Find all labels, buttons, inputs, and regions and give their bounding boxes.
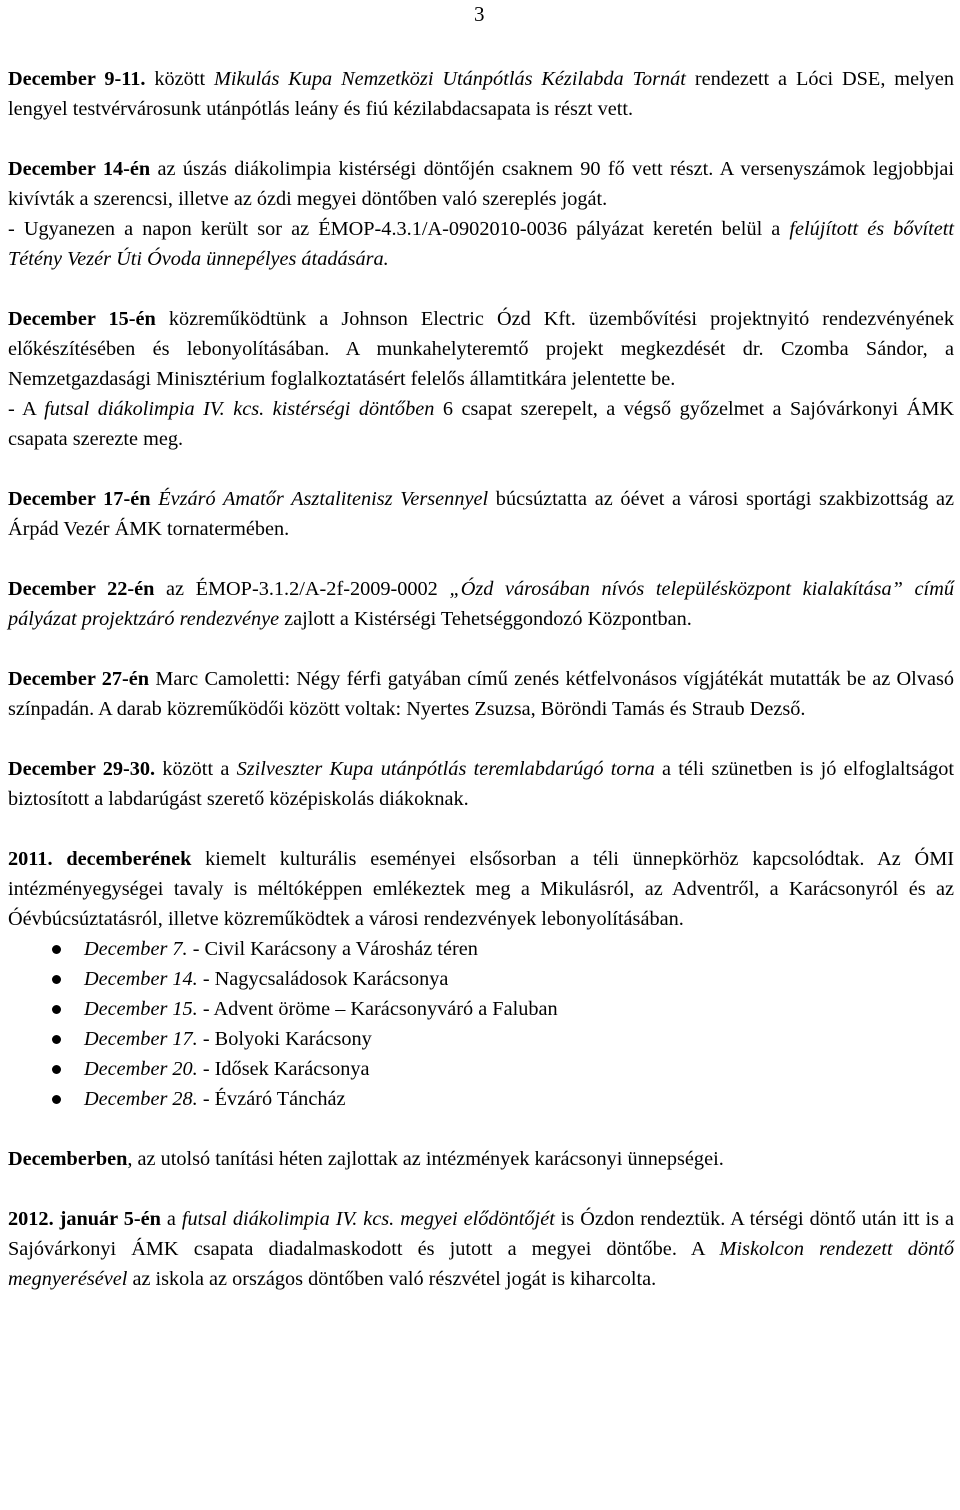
text: kiemelt kulturális eseményei elsősorban a téli ünnepkörhöz kapcsolódtak. Az ÓMI intézményegységei tavaly is méltóképpen emlékeztek meg a Mikulásról, az Adventről, a Karácsonyról és az Óévbúcsúztatásról, illetve közreműködtek a városi rendezvények lebonyolításában. <box>8 848 954 930</box>
event-text: - Civil Karácsony a Városház téren <box>187 938 478 960</box>
date-label: 2011. <box>8 848 53 870</box>
text: az iskola az országos döntőben való részvétel jogát is kiharcolta. <box>127 1268 657 1290</box>
date-label: December 14-én <box>8 158 151 180</box>
event-text: - Bolyoki Karácsony <box>197 1028 372 1050</box>
paragraph-emop-ovoda <box>8 214 954 274</box>
event-text: - Advent öröme – Karácsonyváró a Faluban <box>197 998 558 1020</box>
text: zajlott a Kistérségi Tehetséggondozó Központban. <box>279 608 692 630</box>
text: a téli szünetben is jó elfoglaltságot biztosított a labdarúgást szerető középiskolás diákoknak. <box>8 758 955 810</box>
paragraph-dec-29-30 <box>8 754 954 814</box>
event-date: December 7. <box>84 938 188 960</box>
list-item <box>8 1084 954 1114</box>
date-label: December 17-én <box>8 488 151 510</box>
event-date: December 15. <box>84 998 198 1020</box>
event-date: December 20. <box>84 1058 198 1080</box>
text: a <box>160 1208 182 1230</box>
paragraph-2011-december <box>8 844 954 934</box>
date-label: December 9-11. <box>8 68 146 90</box>
list-item <box>8 1054 954 1084</box>
list-item <box>8 934 954 964</box>
paragraph-dec-27 <box>8 664 954 724</box>
text: az ÉMOP-3.1.2/A-2f-2009-0002 <box>154 578 450 600</box>
event-name: „Ózd városában nívós településközpont kialakítása” című pályázat projektzáró rendezvénye <box>8 578 954 630</box>
bullet-icon <box>52 1035 61 1044</box>
event-text: - Idősek Karácsonya <box>197 1058 370 1080</box>
event-date: December 28. <box>84 1088 198 1110</box>
date-label: December 27-én <box>8 668 150 690</box>
event-date: December 17. <box>84 1028 198 1050</box>
paragraph-dec-22 <box>8 574 954 634</box>
date-label: 2012. január 5-én <box>8 1208 161 1230</box>
text: 6 csapat szerepelt, a végső győzelmet a Sajóvárkonyi ÁMK csapata szerezte meg. <box>8 398 954 450</box>
document-body <box>8 64 954 1294</box>
bullet-icon <box>52 1005 61 1014</box>
text: közreműködtünk a Johnson Electric Ózd Kft. üzembővítési projektnyitó rendezvényének előkészítésében és lebonyolításában. A munkahelyteremtő projekt megkezdését dr. Czomba Sándor, a Nemzetgazdasági Minisztérium foglalkoztatásért felelős államtitkára jelentette be. <box>8 308 954 390</box>
list-item <box>8 964 954 994</box>
event-date: December 14. <box>84 968 198 990</box>
event-text: - Évzáró Táncház <box>197 1088 346 1110</box>
date-label: December 22-én <box>8 578 155 600</box>
text: - Ugyanezen a napon került sor az ÉMOP-4.3.1/A-0902010-0036 pályázat keretén belül a <box>8 218 790 240</box>
paragraph-dec-15 <box>8 304 954 394</box>
bullet-icon <box>52 975 61 984</box>
text: búcsúztatta az óévet a városi sportági szakbizottság az Árpád Vezér ÁMK tornatermében. <box>8 488 954 540</box>
text: Marc Camoletti: Négy férfi gatyában című zenés kétfelvonásos vígjátékát mutatták be az Olvasó színpadán. A darab közreműködői között voltak: Nyertes Zsuzsa, Böröndi Tamás és Straub Dezső. <box>8 668 954 720</box>
event-name: felújított és bővített Tétény Vezér Úti Óvoda ünnepélyes átadására. <box>8 218 954 270</box>
event-name: futsal diákolimpia IV. kcs. megyei elődöntőjét <box>181 1208 555 1230</box>
date-label: Decemberben <box>8 1148 128 1170</box>
event-name: Évzáró Amatőr Asztalitenisz Versennyel <box>158 488 489 510</box>
event-list <box>8 934 954 1114</box>
text: között a <box>155 758 237 780</box>
paragraph-dec-9-11 <box>8 64 954 124</box>
date-label: December 29-30. <box>8 758 156 780</box>
paragraph-dec-14 <box>8 154 954 214</box>
page-number: 3 <box>474 2 485 26</box>
text: között <box>145 68 214 90</box>
event-text: - Nagycsaládosok Karácsonya <box>197 968 449 990</box>
text: rendezett a Lóci DSE, melyen lengyel testvérvárosunk utánpótlás leány és fiú kézilabdacsapata is részt vett. <box>8 68 954 120</box>
bullet-icon <box>52 945 61 954</box>
text <box>53 848 67 870</box>
text: , az utolsó tanítási héten zajlottak az intézmények karácsonyi ünnepségei. <box>127 1148 724 1170</box>
paragraph-futsal-kisterseg <box>8 394 954 454</box>
bullet-icon <box>52 1065 61 1074</box>
list-item <box>8 994 954 1024</box>
bullet-icon <box>52 1095 61 1104</box>
event-name: Miskolcon rendezett döntő megnyerésével <box>8 1238 954 1290</box>
event-name: Szilveszter Kupa utánpótlás teremlabdarúgó torna <box>236 758 655 780</box>
date-label: December 15-én <box>8 308 156 330</box>
paragraph-2012-januar <box>8 1204 954 1294</box>
date-label: decemberének <box>66 848 192 870</box>
paragraph-dec-17 <box>8 484 954 544</box>
text: is Ózdon rendeztük. A térségi döntő után itt is a Sajóvárkonyi ÁMK csapata diadalmaskodott és jutott a megyei döntőbe. A <box>8 1208 954 1260</box>
event-name: futsal diákolimpia IV. kcs. kistérségi döntőben <box>44 398 435 420</box>
paragraph-decemberben <box>8 1144 954 1174</box>
text: - A <box>8 398 45 420</box>
event-name: Mikulás Kupa Nemzetközi Utánpótlás Kézilabda Tornát <box>214 68 686 90</box>
text: az úszás diákolimpia kistérségi döntőjén csaknem 90 fő vett részt. A versenyszámok legjobbjai kivívták a szerencsi, illetve az ózdi megyei döntőben való szereplés jogát. <box>8 158 954 210</box>
list-item <box>8 1024 954 1054</box>
